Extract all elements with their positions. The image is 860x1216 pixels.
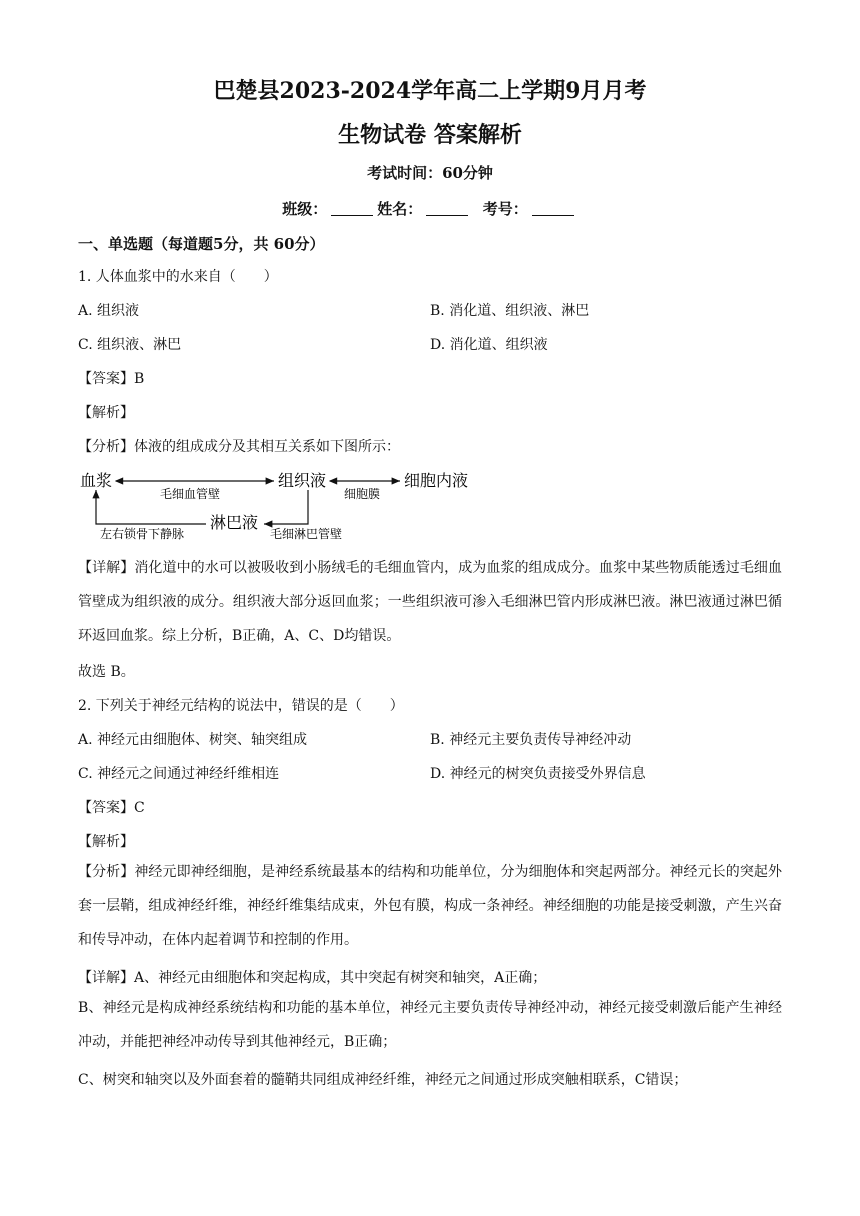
section-heading: 一、单选题（每道题5分，共 60分） (78, 235, 325, 253)
class-blank (331, 201, 373, 216)
exam-subtitle: 生物试卷 答案解析 (338, 122, 522, 148)
label-subclavian-vein: 左右锁骨下静脉 (100, 527, 185, 541)
label-cell-membrane: 细胞膜 (344, 487, 381, 501)
q2-detail-a: 【详解】A、神经元由细胞体和突起构成，其中突起有树突和轴突，A正确； (78, 970, 547, 986)
q1-analysis-label: 【解析】 (78, 405, 134, 421)
q1-option-b: B. 消化道、组织液、淋巴 (430, 303, 590, 319)
arrow-tissue-lymph (264, 490, 308, 524)
label-lymph-capillary-wall: 毛细淋巴管壁 (270, 527, 343, 541)
node-lymph: 淋巴液 (210, 513, 259, 532)
q1-answer: 【答案】B (78, 371, 145, 387)
name-blank (426, 201, 468, 216)
q1-option-a: A. 组织液 (78, 303, 140, 319)
exam-time: 考试时间：60分钟 (367, 164, 493, 182)
name-label: 姓名： (377, 200, 423, 218)
q1-conclusion: 故选 B。 (78, 664, 135, 680)
q1-detail: 【详解】消化道中的水可以被吸收到小肠绒毛的毛细血管内，成为血浆的组成成分。血浆中某些物质能透过毛细血管壁成为组织液的成分。组织液大部分返回血浆；一些组织液可渗入毛细淋巴管内形成淋巴液。淋巴液通过淋巴循环返回血浆。综上分析，B正确，A、C、D均错误。 (78, 560, 782, 644)
q1-option-c: C. 组织液、淋巴 (78, 337, 182, 353)
q2-answer: 【答案】C (78, 800, 145, 816)
body-fluid-diagram (78, 462, 498, 542)
exam-title: 巴楚县2023-2024学年高二上学期9月月考 (213, 78, 647, 104)
q2-option-d: D. 神经元的树突负责接受外界信息 (430, 766, 646, 782)
student-info-line (0, 198, 860, 219)
q2-option-b: B. 神经元主要负责传导神经冲动 (430, 732, 632, 748)
node-intracellular-fluid: 细胞内液 (404, 471, 469, 490)
q1-option-d: D. 消化道、组织液 (430, 337, 548, 353)
q1-analysis-intro: 【分析】体液的组成成分及其相互关系如下图所示： (78, 439, 400, 455)
q2-stem: 2. 下列关于神经元结构的说法中，错误的是（ ） (78, 698, 404, 714)
label-capillary-wall: 毛细血管壁 (160, 487, 221, 501)
q2-option-c: C. 神经元之间通过神经纤维相连 (78, 766, 280, 782)
number-blank (532, 201, 574, 216)
q2-detail-c: C、树突和轴突以及外面套着的髓鞘共同组成神经纤维，神经元之间通过形成突触相联系，C错误； (78, 1072, 688, 1088)
node-tissue-fluid: 组织液 (278, 471, 327, 490)
class-label: 班级： (282, 200, 328, 218)
node-plasma: 血浆 (80, 471, 113, 490)
q2-analysis-label: 【解析】 (78, 834, 134, 850)
q1-stem: 1. 人体血浆中的水来自（ ） (78, 269, 278, 285)
q2-detail-b: B、神经元是构成神经系统结构和功能的基本单位，神经元主要负责传导神经冲动，神经元接受刺激后能产生神经冲动，并能把神经冲动传导到其他神经元，B正确； (78, 1000, 782, 1050)
q2-option-a: A. 神经元由细胞体、树突、轴突组成 (78, 732, 308, 748)
q2-analysis: 【分析】神经元即神经细胞，是神经系统最基本的结构和功能单位，分为细胞体和突起两部分。神经元长的突起外套一层鞘，组成神经纤维，神经纤维集结成束，外包有膜，构成一条神经。神经细胞的功能是接受刺激，产生兴奋和传导冲动，在体内起着调节和控制的作用。 (78, 864, 782, 948)
number-label: 考号： (482, 200, 528, 218)
